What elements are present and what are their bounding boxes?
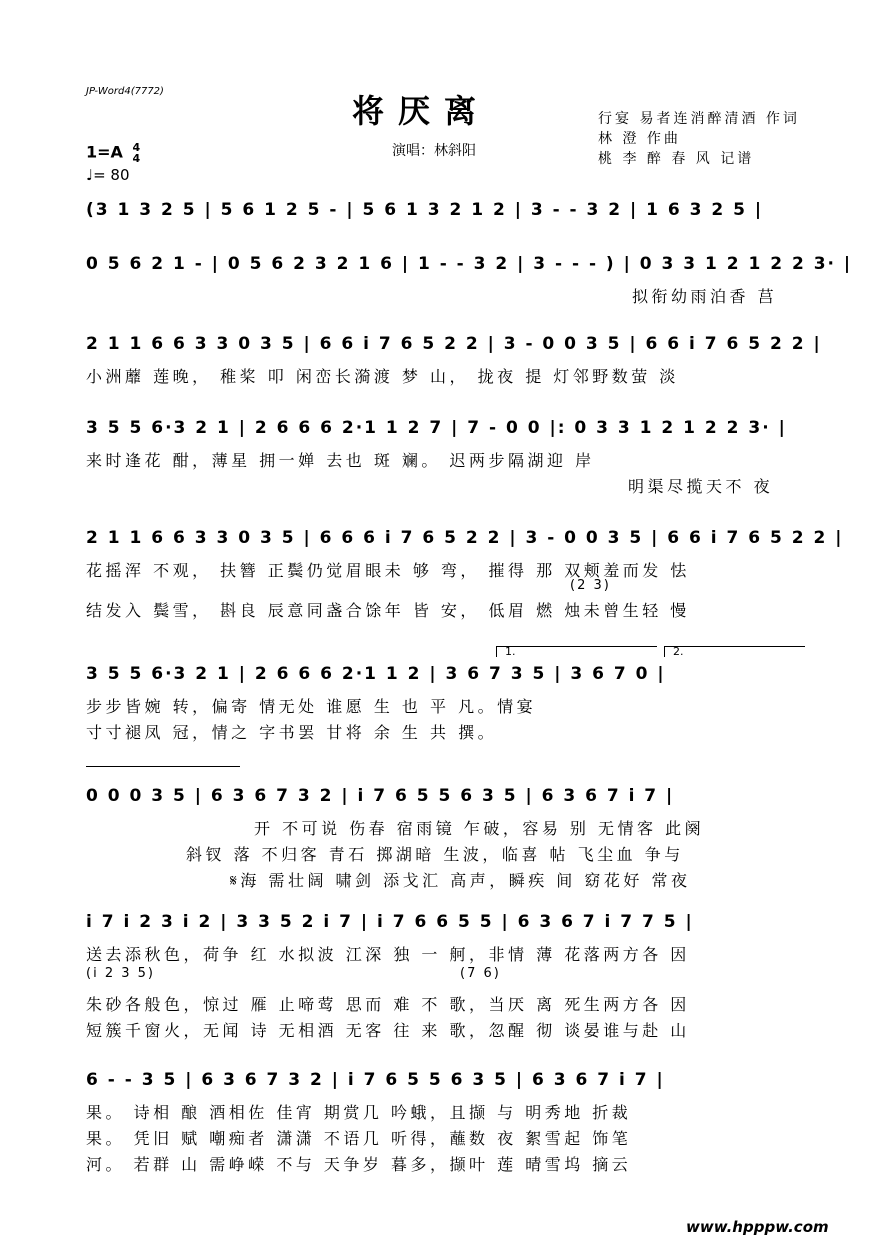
site-watermark: www.hpppw.com (686, 1218, 829, 1236)
lyric-row-4b: 明渠尽揽天不 夜 (628, 477, 774, 496)
music-row-4: 3 5 5 6·3 2 1 | 2 6 6 6 2·1 1 2 7 | 7 - 0 0 |: 0 3 3 1 2 1 2 2 3· | (86, 418, 787, 438)
lyric-row-2: 拟衔幼雨泊香 莒 (632, 287, 778, 306)
time-signature (133, 142, 141, 164)
lyric-row-7c: 𝄋海 需壮阔 啸剑 添戈汇 高声，瞬疾 间 窈花好 常夜 (230, 871, 691, 890)
time-bottom: 4 (132, 152, 141, 165)
music-row-3: 2 1 1 6 6 3 3 0 3 5 | 6 6 i 7 6 5 2 2 | 3 - 0 0 3 5 | 6 6 i 7 6 5 2 2 | (86, 334, 822, 354)
ending-bracket-1 (496, 646, 657, 657)
credit-lyricist: 行宴 易者连消醉清酒 作词 (598, 111, 800, 127)
music-row-8: i 7 i 2 3 i 2 | 3 3 5 2 i 7 | i 7 6 6 5 5 | 6 3 6 7 i 7 7 5 | (86, 912, 694, 932)
key-label: 1=A (86, 142, 123, 162)
singer-label: 演唱：林斜阳 (392, 143, 476, 159)
lyric-row-3: 小洲蘼 莲晚， 稚桨 叩 闲峦长漪渡 梦 山， 拢夜 提 灯邻野数萤 淡 (86, 367, 679, 386)
tempo-marking: ♩= 80 (86, 166, 130, 184)
music-row-1: (3 1 3 2 5 | 5 6 1 2 5 - | 5 6 1 3 2 1 2 | 3 - - 3 2 | 1 6 3 2 5 | (86, 200, 764, 220)
music-row-6: 3 5 5 6·3 2 1 | 2 6 6 6 2·1 1 2 | 3 6 7 3 5 | 3 6 7 0 | (86, 664, 666, 684)
lyric-row-7b: 斜钗 落 不归客 青石 掷湖暗 生波，临喜 帖 飞尘血 争与 (186, 845, 684, 864)
lyric-row-9c: 河。 若群 山 需峥嵘 不与 天争岁 暮多，撷叶 莲 晴雪坞 摘云 (86, 1155, 632, 1174)
lyric-row-9a: 果。 诗相 酿 酒相佐 佳宵 期赏几 吟蛾，且撷 与 明秀地 折裁 (86, 1103, 632, 1122)
lyric-row-4a: 来时逢花 酣，薄星 拥一婵 去也 斑 斓。 迟两步隔湖迎 岸 (86, 451, 595, 470)
key-signature (86, 142, 140, 164)
ending-1-label: 1. (505, 645, 516, 658)
ending-2-label: 2. (673, 645, 684, 658)
alt-note-5: (2 3) (570, 578, 611, 593)
lyric-row-8c: 短簇千窗火，无闻 诗 无相酒 无客 往 来 歌，忽醒 彻 谈晏谁与赴 山 (86, 1021, 690, 1040)
lyric-row-6a: 步步皆婉 转，偏寄 情无处 谁愿 生 也 平 凡。情宴 (86, 697, 537, 716)
credit-transcriber: 桃 李 醉 春 风 记谱 (598, 151, 755, 167)
lyric-row-9b: 果。 凭旧 赋 嘲痴者 潇潇 不语几 听得，蘸数 夜 絮雪起 饰笔 (86, 1129, 632, 1148)
lyric-row-8b: 朱砂各般色，惊过 雁 止啼莺 思而 难 不 歌，当厌 离 死生两方各 因 (86, 995, 690, 1014)
ending-bracket-2 (664, 646, 805, 657)
alt-note-8-mid: (7 6) (460, 966, 501, 981)
music-row-2: 0 5 6 2 1 - | 0 5 6 2 3 2 1 6 | 1 - - 3 2 | 3 - - - ) | 0 3 3 1 2 1 2 2 3· | (86, 254, 853, 274)
software-label: JP-Word4(7772) (86, 86, 164, 97)
lyric-row-5a: 花摇浑 不观， 扶簪 正鬓仍觉眉眼未 够 弯， 摧得 那 双颊羞而发 怯 (86, 561, 690, 580)
alt-note-8-left: (i 2 3 5) (86, 966, 155, 981)
time-top: 4 (132, 141, 141, 154)
song-title: 将厌离 (352, 92, 491, 130)
lyric-row-5b: 结发入 鬓雪， 斟良 辰意同盏合馀年 皆 安， 低眉 燃 烛未曾生轻 慢 (86, 601, 690, 620)
credit-composer: 林 澄 作曲 (598, 131, 681, 147)
music-row-9: 6 - - 3 5 | 6 3 6 7 3 2 | i 7 6 5 5 6 3 5 | 6 3 6 7 i 7 | (86, 1070, 665, 1090)
lyric-row-8a: 送去添秋色，荷争 红 水拟波 江深 独 一 舸，非情 薄 花落两方各 因 (86, 945, 690, 964)
ending-bracket-continuation (86, 766, 240, 777)
music-row-7: 0 0 0 3 5 | 6 3 6 7 3 2 | i 7 6 5 5 6 3 5 | 6 3 6 7 i 7 | (86, 786, 675, 806)
lyric-row-7a: 开 不可说 伤春 宿雨镜 乍破，容易 别 无情客 此阕 (254, 819, 705, 838)
lyric-row-6b: 寸寸褪凤 冠，情之 字书罢 甘将 余 生 共 撰。 (86, 723, 498, 742)
music-row-5: 2 1 1 6 6 3 3 0 3 5 | 6 6 6 i 7 6 5 2 2 | 3 - 0 0 3 5 | 6 6 i 7 6 5 2 2 | (86, 528, 844, 548)
